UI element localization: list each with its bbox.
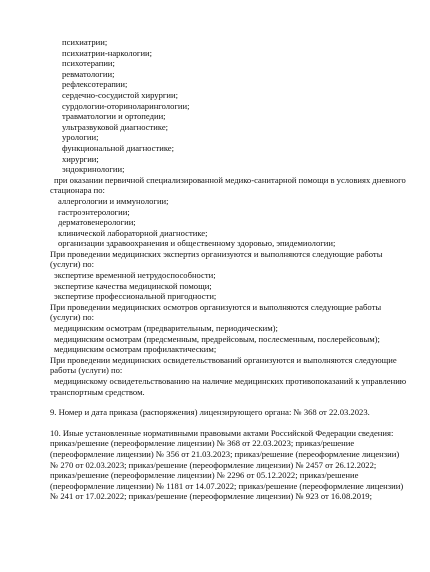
medical-exams-section [50,302,410,355]
order-history-line: приказ/решение (переоформление лицензии) № 368 от 22.03.2023; приказ/решение [50,438,355,449]
certification-section [50,355,410,397]
order-history-line: № 241 от 17.02.2022; приказ/решение (переоформление лицензии) № 923 от 16.08.2019; [50,491,372,502]
expertise-section [50,249,410,302]
list-item: рефлексотерапии; [62,79,128,90]
list-item: организации здравоохранения и общественному здоровью, эпидемиологии; [58,238,336,249]
list-item: дерматовенерологии; [58,217,136,228]
spacer [50,418,410,428]
list-item: сурдологии-оториноларингологии; [62,100,190,111]
order-history-line: № 270 от 02.03.2023; приказ/решение (переоформление лицензии) № 2457 от 26.12.2022; [50,459,377,470]
list-item: экспертизе качества медицинской помощи; [54,280,212,291]
section-header: работы (услуги) по: [50,365,123,376]
spacer [50,397,410,407]
list-item: клинической лабораторной диагностике; [58,227,208,238]
list-item: гастроэнтерологии; [58,206,130,217]
list-item: экспертизе временной нетрудоспособности; [54,270,216,281]
document-content [50,37,410,502]
list-item: ревматологии; [62,68,115,79]
order-number-line: 9. Номер и дата приказа (распоряжения) лицензирующего органа: № 368 от 22.03.2023. [50,407,370,418]
section-header: При проведении медицинских экспертиз организуются и выполняются следующие работы [50,248,383,259]
list-item: медицинским осмотрам (предварительным, периодическим); [54,323,278,334]
list-item: сердечно-сосудистой хирургии; [62,89,179,100]
section-9 [50,407,410,418]
list-item: медицинскому освидетельствованию на наличие медицинских противопоказаний к управлению [54,376,407,386]
list-item: ультразвуковой диагностике; [62,121,169,132]
order-history-line: (переоформление лицензии) № 356 от 21.03.2023; приказ/решение (переоформление лицензии) [50,448,400,459]
order-history-line: (переоформление лицензии) № 1181 от 14.07.2022; приказ/решение (переоформление лицензии) [50,480,404,491]
specialty-list-continued [50,37,410,175]
list-item: психиатрии; [62,37,108,47]
list-item: травматологии и ортопедии; [62,111,166,122]
list-item: психотерапии; [62,58,115,69]
day-hospital-section [50,175,410,249]
list-item: транспортным средством. [50,386,145,397]
section-header: при оказании первичной специализированной медико-санитарной помощи в условиях дневного [54,174,406,185]
list-item: эндокринологии; [62,164,125,175]
list-item: аллергологии и иммунологии; [58,195,169,206]
section-header: При проведении медицинских осмотров организуются и выполняются следующие работы [50,301,382,312]
list-item: функциональной диагностике; [62,142,175,153]
list-item: экспертизе профессиональной пригодности; [54,291,217,302]
list-item: медицинским осмотрам профилактическим; [54,344,217,355]
section-header: При проведении медицинских освидетельствований организуются и выполняются следующие [50,354,397,365]
list-item: медицинским осмотрам (предсменным, предрейсовым, послесменным, послерейсовым); [54,333,380,344]
list-item: урологии; [62,132,99,143]
list-item: хирургии; [62,153,99,164]
section-10 [50,428,410,502]
section-header: стационара по: [50,185,105,196]
list-item: психиатрии-наркологии; [62,47,153,58]
section-header: (услуги) по: [50,312,94,323]
order-history-line: приказ/решение (переоформление лицензии) № 2296 от 05.12.2022; приказ/решение [50,470,359,481]
section-10-heading: 10. Иные установленные нормативными правовыми актами Российской Федерации сведения: [50,427,394,438]
section-header: (услуги) по: [50,259,94,270]
